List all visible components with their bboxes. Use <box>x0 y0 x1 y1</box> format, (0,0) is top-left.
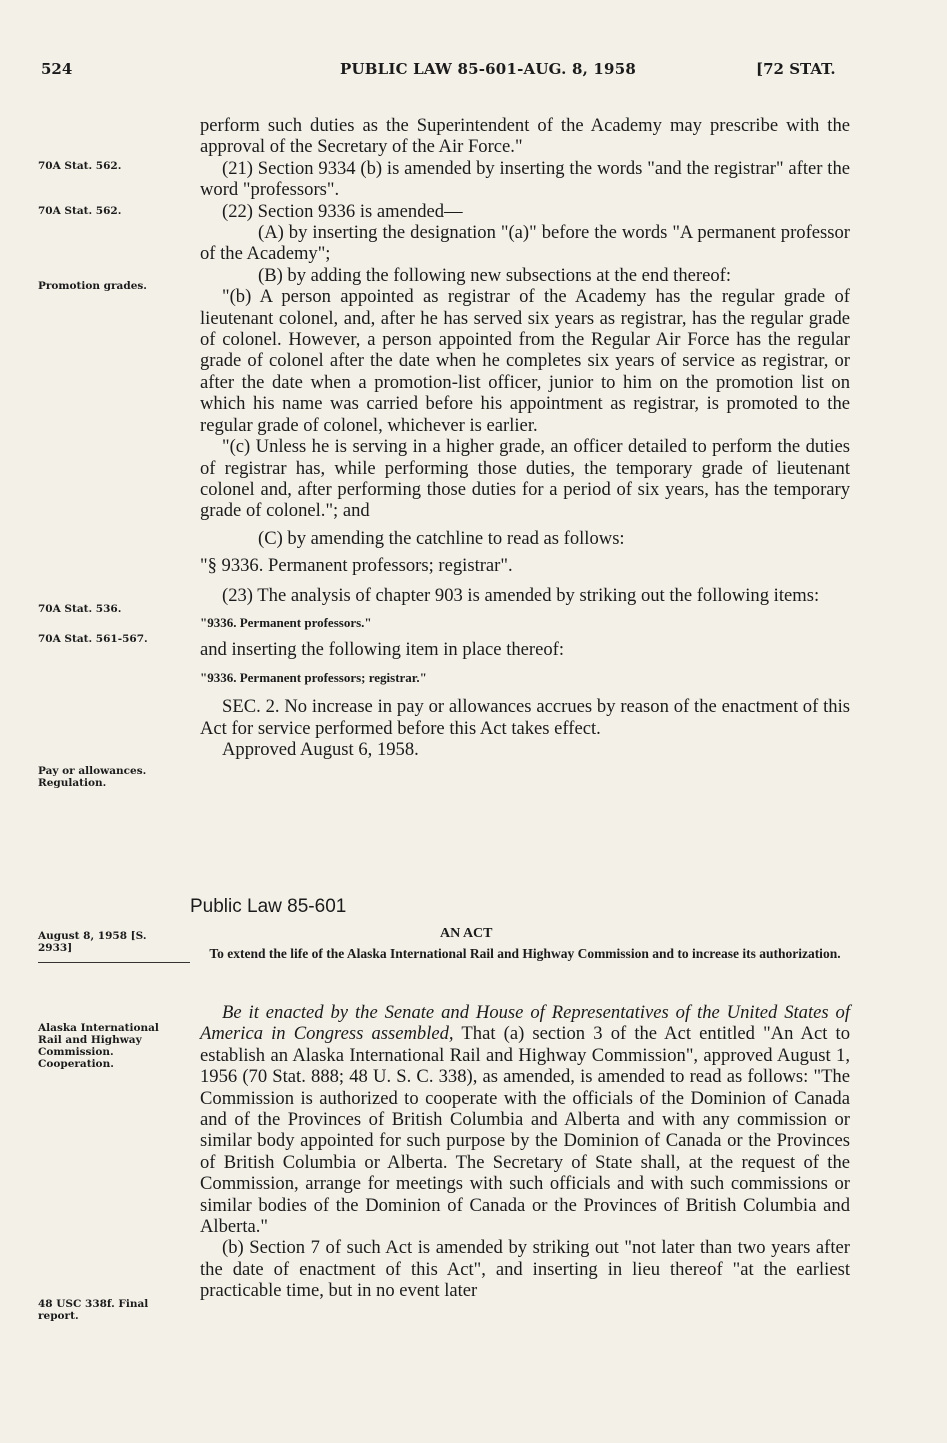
section-text <box>200 115 850 760</box>
paragraph: "§ 9336. Permanent professors; registrar". <box>200 555 513 577</box>
margin-note: Promotion grades. <box>38 280 147 292</box>
approval-line: Approved August 6, 1958. <box>222 738 419 760</box>
margin-note: 70A Stat. 562. <box>38 160 122 172</box>
running-title: PUBLIC LAW 85-601-AUG. 8, 1958 <box>340 60 636 78</box>
enacting-italic: Be it enacted by the Senate and House of Representatives of the United States of America in Congress assembled, <box>200 1002 850 1045</box>
margin-note: Pay or allowances. Regulation. <box>38 765 147 789</box>
item-line: "9336. Permanent professors." <box>200 614 372 630</box>
paragraph: and inserting the following item in place thereof: <box>200 639 565 661</box>
statute-volume: [72 STAT. <box>756 60 836 78</box>
margin-note: 70A Stat. 536. <box>38 603 122 615</box>
page-number: 524 <box>41 60 73 78</box>
act-text <box>200 1002 850 1302</box>
enacting-clause <box>200 1002 850 1237</box>
margin-note: Alaska International Rail and Highway Commission. Cooperation. <box>38 1022 159 1070</box>
public-law-title: Public Law 85-601 <box>190 896 347 917</box>
paragraph: (B) by adding the following new subsections at the end thereof: <box>258 264 731 286</box>
margin-note: 70A Stat. 562. <box>38 205 122 217</box>
act-heading: AN ACT <box>440 926 493 941</box>
act-purpose: To extend the life of the Alaska International Rail and Highway Commission and to increase its authorization. <box>209 946 841 961</box>
paragraph: SEC. 2. No increase in pay or allowances accrues by reason of the enactment of this Act for service performed before this Act takes effect. <box>200 696 850 739</box>
margin-rule <box>38 962 190 963</box>
paragraph: "(c) Unless he is serving in a higher grade, an officer detailed to perform the duties of registrar has, while performing those duties, the temporary grade of lieutenant colonel and, after performing those duties for a period of six years, has the temporary grade of colonel."; and <box>200 436 850 522</box>
item-line: "9336. Permanent professors; registrar." <box>200 669 427 685</box>
paragraph: perform such duties as the Superintendent of the Academy may prescribe with the approval of the Secretary of the Air Force." <box>200 115 850 158</box>
paragraph: (21) Section 9334 (b) is amended by inserting the words "and the registrar" after the word "professors". <box>200 157 850 201</box>
paragraph: (A) by inserting the designation "(a)" before the words "A permanent professor of the Academy"; <box>200 222 850 265</box>
paragraph: (C) by amending the catchline to read as follows: <box>258 527 625 549</box>
margin-note: 48 USC 338f. Final report. <box>38 1298 149 1322</box>
margin-note: 70A Stat. 561-567. <box>38 633 148 645</box>
margin-note: August 8, 1958 [S. 2933] <box>38 930 147 954</box>
paragraph: (22) Section 9336 is amended— <box>222 200 463 222</box>
paragraph: (b) Section 7 of such Act is amended by striking out "not later than two years after the date of enactment of this Act", and inserting in lieu thereof "at the earliest practicable time, but in no event later <box>200 1237 850 1302</box>
enacting-text: That (a) section 3 of the Act entitled "An Act to establish an Alaska International Rail and Highway Commission", approved August 1, 1956 (70 Stat. 888; 48 U. S. C. 338), as amended, is amended to read as follows: "The Commission is authorized to cooperate with the officials of the Dominion of Canada and of the Provinces of British Columbia and Alberta and with any commission or similar body appointed for such purpose by the Dominion of Canada or the Provinces of British Columbia or Alberta. The Secretary of State shall, at the request of the Commission, arrange for meetings with such officials and with such commissions or similar bodies of the Dominion of Canada or the Provinces of British Columbia and Alberta." <box>200 1023 850 1238</box>
paragraph: (23) The analysis of chapter 903 is amended by striking out the following items: <box>222 584 820 606</box>
paragraph: "(b) A person appointed as registrar of the Academy has the regular grade of lieutenant colonel, and, after he has served six years as registrar, has the regular grade of colonel. However, a person appointed from the Regular Air Force has the regular grade of colonel after the date when he completes six years of service as registrar, or after the date when a promotion-list officer, junior to him on the promotion list on which his name was carried before his appointment as registrar, is promoted to the regular grade of colonel, whichever is earlier. <box>200 286 850 436</box>
